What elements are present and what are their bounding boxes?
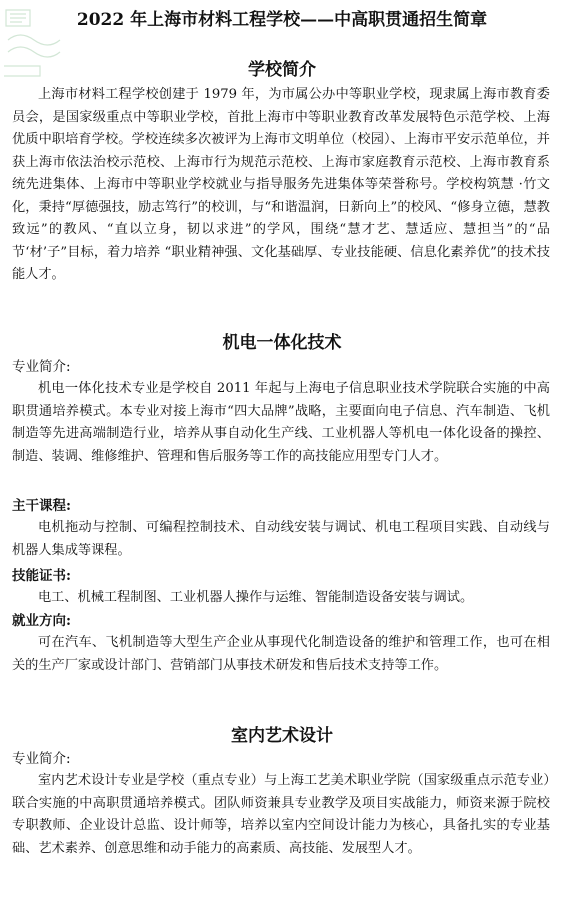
- mechatronics-certs-paragraph: 电工、机械工程制图、工业机器人操作与运维、智能制造设备安装与调试。: [38, 590, 474, 605]
- school-intro-heading: 学校简介: [248, 60, 316, 80]
- mechatronics-courses-paragraph: 电机拖动与控制、可编程控制技术、自动线安装与调试、机电工程项目实践、自动线与机器人集成等课程。: [12, 520, 550, 558]
- interior-design-intro-paragraph: 室内艺术设计专业是学校（重点专业）与上海工艺美术职业学院（国家级重点示范专业）联合实施的中高职贯通培养模式。团队师资兼具专业教学及项目实战能力，师资来源于院校专职教师、企业设计总监、设计师等，培养以室内空间设计能力为核心，具备扎实的专业基础、艺术素养、创意思维和动手能力的高素质、高技能、发展型人才。: [12, 773, 550, 856]
- document-title: 2022 年上海市材料工程学校——中高职贯通招生简章: [76, 10, 488, 30]
- mechatronics-intro-label: 专业简介:: [12, 359, 71, 375]
- mechatronics-heading: 机电一体化技术: [222, 333, 342, 353]
- mechatronics-courses-label: 主干课程:: [12, 498, 71, 514]
- mechatronics-certs-label: 技能证书:: [12, 568, 71, 584]
- mechatronics-intro-paragraph: 机电一体化技术专业是学校自 2011 年起与上海电子信息职业技术学院联合实施的中高职贯通培养模式。本专业对接上海市“四大品牌”战略，主要面向电子信息、汽车制造、飞机制造等先进高端制造行业，培养从事自动化生产线、工业机器人等机电一体化设备的操控、制造、装调、维修维护、管理和售后服务等工作的高技能应用型专门人才。: [12, 381, 550, 464]
- interior-design-heading: 室内艺术设计: [231, 726, 333, 746]
- interior-design-intro-label: 专业简介:: [12, 751, 71, 767]
- mechatronics-career-label: 就业方向:: [12, 613, 71, 629]
- school-intro-paragraph: 上海市材料工程学校创建于 1979 年，为市属公办中等职业学校，现隶属上海市教育委员会，是国家级重点中等职业学校，首批上海市中等职业教育改革发展特色示范学校、上海优质中职培育学校。学校连续多次被评为上海市文明单位（校园）、上海市平安示范单位，并获上海市依法治校示范校、上海市行为规范示范校、上海市家庭教育示范校、上海市教育系统先进集体、上海市中等职业学校就业与指导服务先进集体等荣誉称号。学校构筑慧 ·竹文化，秉持“厚德强技，励志笃行”的校训，与“和谐温润，日新向上”的校风、“修身立德，慧教致远”的教风、“直以立身，韧以求进”的学风，围绕“慧才艺、慧适应、慧担当”的“品节‘材’子”目标，着力培养 “职业精神强、文化基础厚、专业技能硬、信息化素养优”的技术技能人才。: [12, 87, 550, 282]
- mechatronics-career-paragraph: 可在汽车、飞机制造等大型生产企业从事现代化制造设备的维护和管理工作，也可在相关的生产厂家或设计部门、营销部门从事技术研发和售后技术支持等工作。: [12, 635, 550, 673]
